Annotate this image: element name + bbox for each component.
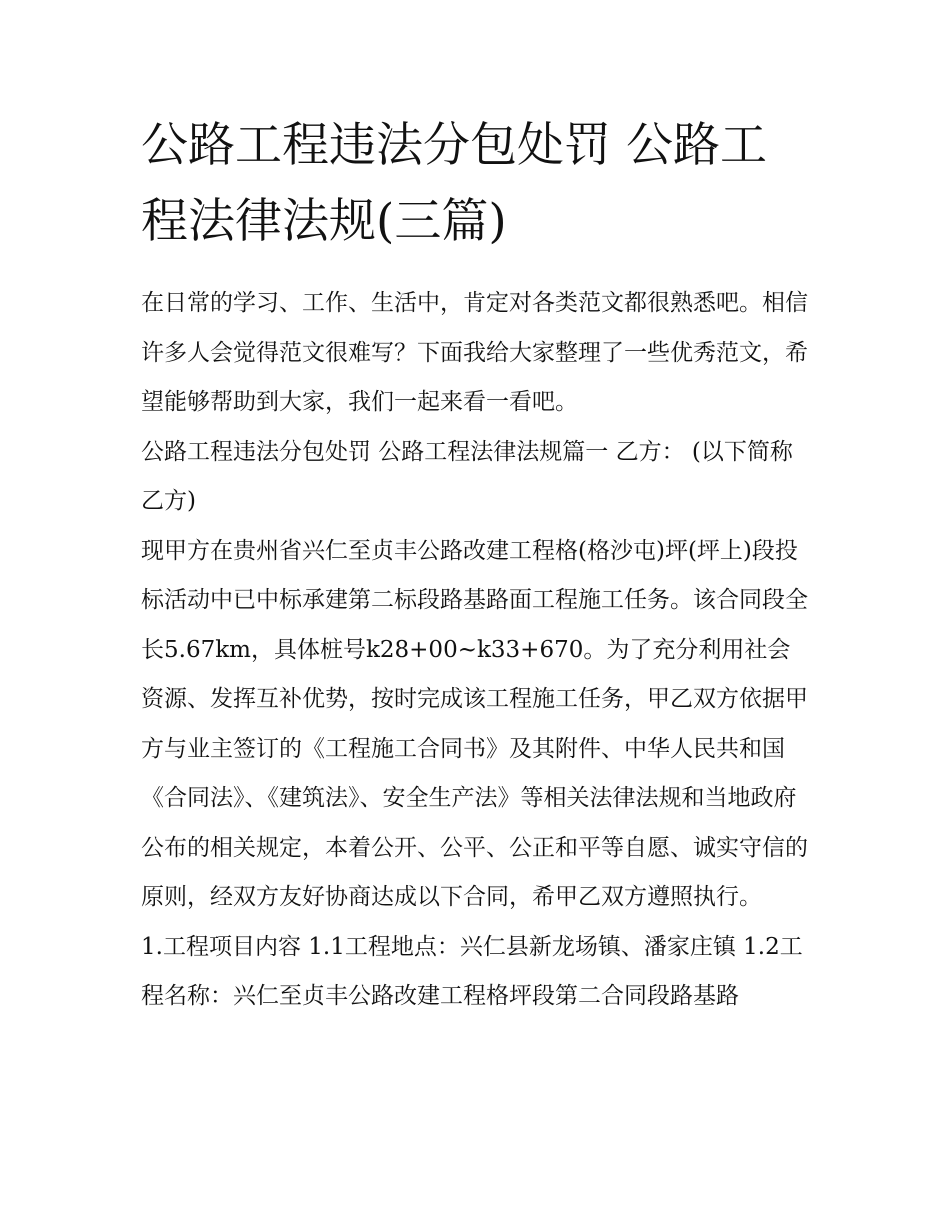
contract-background-paragraph: 现甲方在贵州省兴仁至贞丰公路改建工程格(格沙屯)坪(坪上)段投标活动中已中标承建第二标段路基路面工程施工任务。该合同段全长5.67km，具体桩号k28+00~k33+670。为了充分利用社会资源、发挥互补优势，按时完成该工程施工任务，甲乙双方依据甲方与业主签订的《工程施工合同书》及其附件、中华人民共和国《合同法》、《建筑法》、安全生产法》等相关法律法规和当地政府公布的相关规定，本着公开、公平、公正和平等自愿、诚实守信的原则，经双方友好协商达成以下合同，希甲乙双方遵照执行。 (141, 537, 808, 910)
title-block (141, 108, 813, 260)
section-heading-paragraph: 公路工程违法分包处罚 公路工程法律法规篇一 乙方： (以下简称乙方) (141, 438, 793, 514)
document-title: 公路工程违法分包处罚 公路工程法律法规(三篇) (141, 118, 767, 249)
document-page (141, 108, 813, 1022)
project-content-paragraph: 1.工程项目内容 1.1工程地点：兴仁县新龙场镇、潘家庄镇 1.2工程名称：兴仁至贞丰公路改建工程格坪段第二合同段路基路 (141, 933, 803, 1009)
intro-paragraph: 在日常的学习、工作、生活中，肯定对各类范文都很熟悉吧。相信许多人会觉得范文很难写？下面我给大家整理了一些优秀范文，希望能够帮助到大家，我们一起来看一看吧。 (141, 290, 808, 415)
